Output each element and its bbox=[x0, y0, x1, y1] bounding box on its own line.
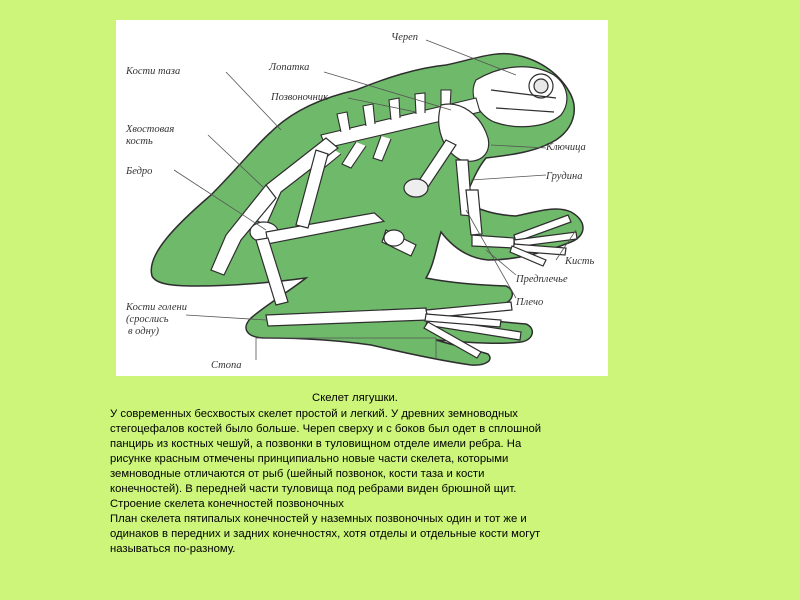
label-sternum: Грудина bbox=[546, 171, 583, 182]
caption-line: панцирь из костных чешуй, а позвонки в туловищном отделе имели ребра. На bbox=[110, 438, 522, 450]
label-scapula: Лопатка bbox=[269, 62, 310, 73]
label-shin-note-2: в одну) bbox=[128, 326, 159, 337]
label-forearm: Предплечье bbox=[516, 274, 568, 285]
label-spine: Позвоночник bbox=[271, 92, 329, 103]
caption-line: План скелета пятипалых конечностей у наземных позвоночных один и тот же и bbox=[110, 513, 527, 525]
label-tail-bone: Хвостовая bbox=[126, 124, 175, 135]
caption-line: У современных бесхвостых скелет простой и легкий. У древних земноводных bbox=[110, 408, 518, 420]
label-clavicle: Ключица bbox=[546, 142, 586, 153]
label-pelvis: Кости таза bbox=[126, 66, 181, 77]
caption-line: называться по-разному. bbox=[110, 543, 236, 555]
label-foot: Стопа bbox=[211, 360, 242, 371]
caption-line: одинаков в передних и задних конечностях, хотя отделы и отдельные кости могут bbox=[110, 528, 541, 540]
label-shoulder: Плечо bbox=[516, 297, 544, 308]
caption-line: земноводные отличаются от рыб (шейный позвонок, кости таза и кости bbox=[110, 468, 485, 480]
label-hand: Кисть bbox=[565, 256, 595, 267]
label-shin: Кости голени bbox=[126, 302, 187, 313]
label-shin-note-1: (срослись bbox=[126, 314, 169, 325]
caption-title: Скелет лягушки. bbox=[312, 392, 398, 404]
caption-line: стегоцефалов костей было больше. Череп сверху и с боков был одет в сплошной bbox=[110, 423, 542, 435]
caption-line: конечностей). В передней части туловища под ребрами виден брюшной щит. bbox=[110, 483, 517, 495]
label-femur: Бедро bbox=[126, 166, 153, 177]
skull-bones bbox=[473, 67, 567, 127]
caption-line: рисунке красным отмечены принципиально новые части скелета, которыми bbox=[110, 453, 509, 465]
frog-skeleton-illustration bbox=[116, 20, 608, 376]
label-tail-bone-2: кость bbox=[126, 136, 153, 147]
label-skull: Череп bbox=[391, 32, 419, 43]
caption-subheading: Строение скелета конечностей позвоночных bbox=[110, 498, 344, 510]
frog-skeleton-figure bbox=[116, 20, 608, 376]
figure-caption bbox=[110, 391, 600, 557]
